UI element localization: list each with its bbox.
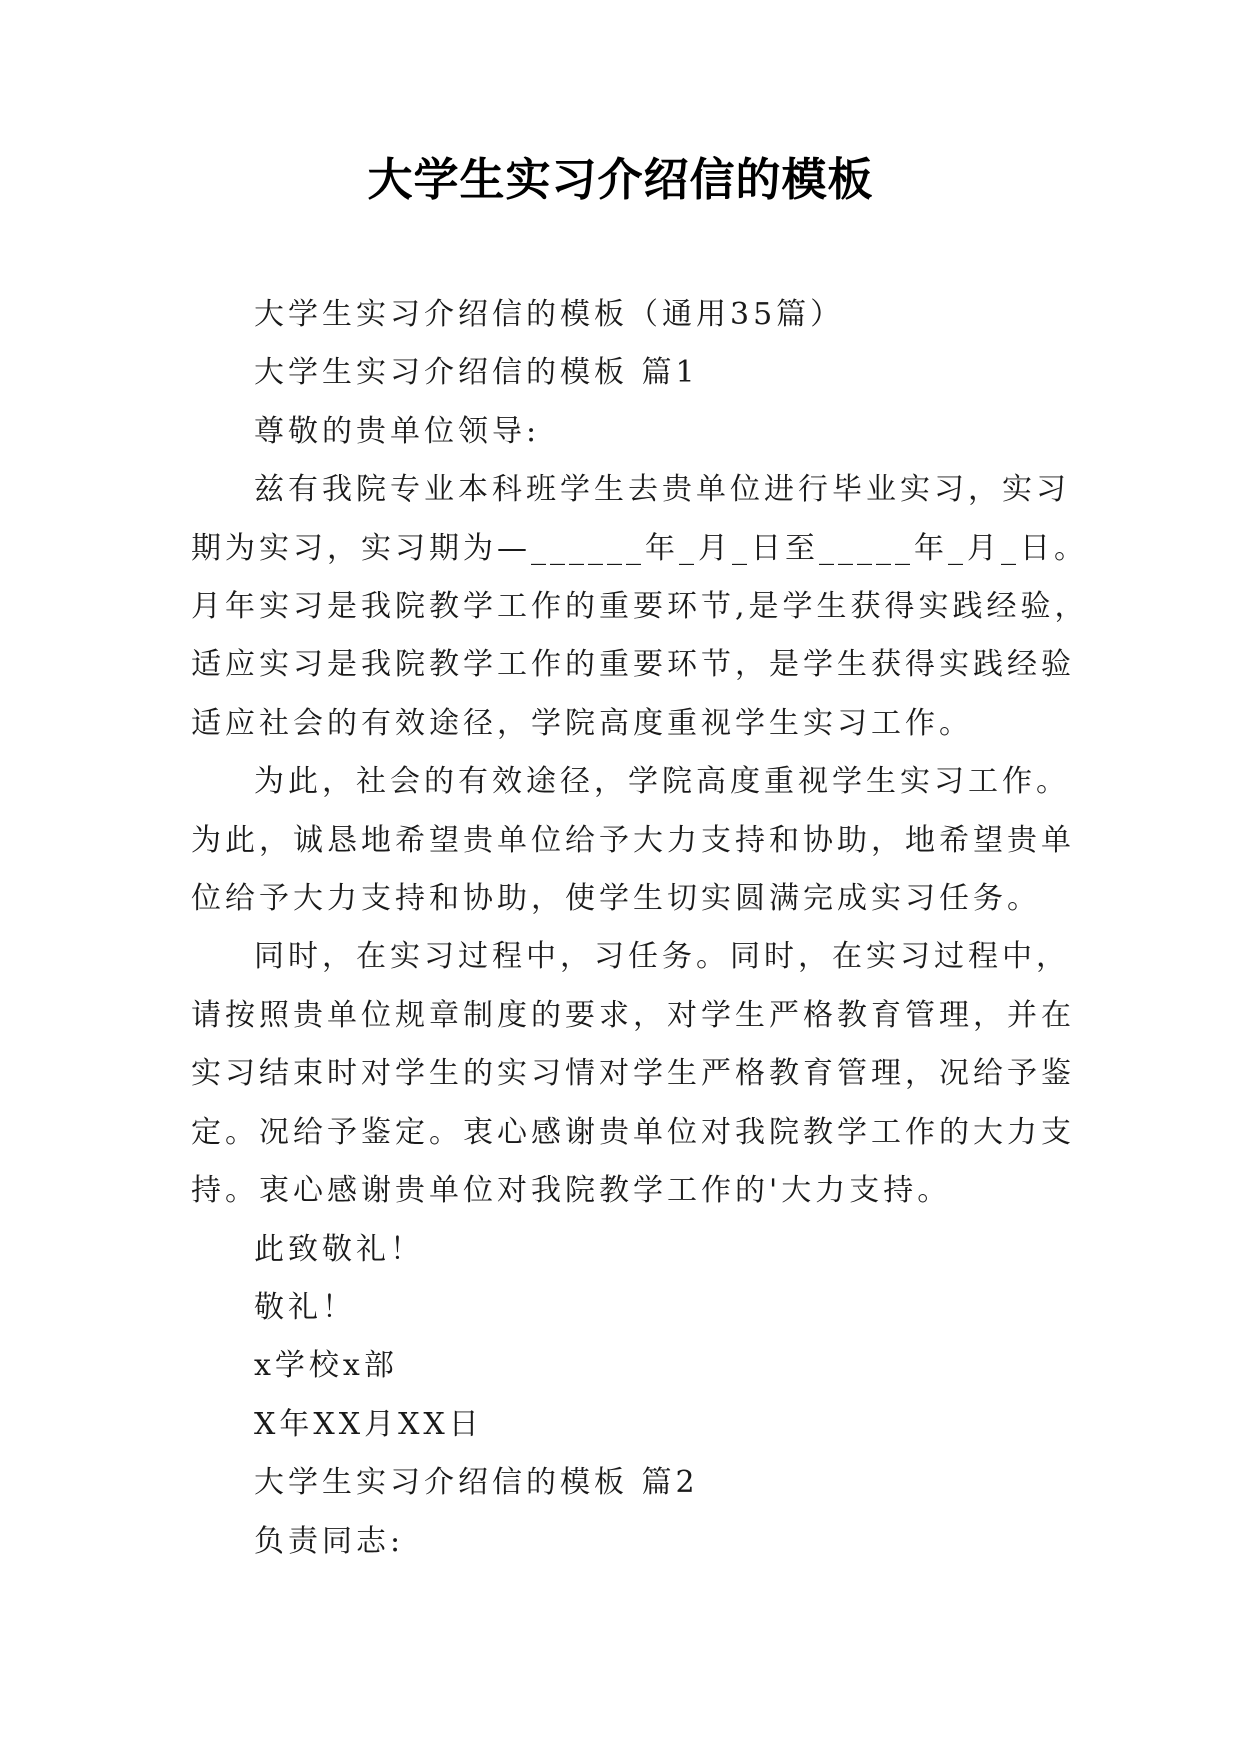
signature: x学校x部: [254, 1348, 398, 1384]
paragraph-2-line: 为此，诚恳地希望贵单位给予大力支持和协助，地希望贵单: [191, 822, 1075, 858]
paragraph-1-line: 适应社会的有效途径，学院高度重视学生实习工作。: [191, 705, 973, 741]
paragraph-1-line: 期为实习，实习期为—______年_月_日至_____年_月_日。: [191, 530, 1088, 566]
paragraph-1: [191, 461, 1089, 753]
section-heading-2: 大学生实习介绍信的模板 篇2: [254, 1465, 699, 1501]
section-heading-1: 大学生实习介绍信的模板 篇1: [254, 355, 699, 391]
paragraph-3-line: 定。况给予鉴定。衷心感谢贵单位对我院教学工作的大力支: [191, 1114, 1075, 1150]
date: X年XX月XX日: [254, 1406, 483, 1442]
paragraph-3-line: 实习结束时对学生的实习情对学生严格教育管理，况给予鉴: [191, 1056, 1075, 1092]
document-title: 大学生实习介绍信的模板: [367, 153, 874, 206]
paragraph-3: [191, 928, 1075, 1220]
paragraph-1-line: 兹有我院专业本科班学生去贵单位进行毕业实习，实习: [254, 472, 1070, 508]
document-subtitle: 大学生实习介绍信的模板（通用35篇）: [254, 297, 845, 332]
paragraph-1-line: 月年实习是我院教学工作的重要环节,是学生获得实践经验，: [191, 589, 1089, 625]
closing-line-2: 敬礼！: [254, 1289, 356, 1325]
paragraph-3-line: 持。衷心感谢贵单位对我院教学工作的'大力支持。: [191, 1173, 952, 1209]
closing-line-1: 此致敬礼！: [254, 1231, 424, 1267]
document-body: [191, 286, 1089, 1571]
paragraph-2: [191, 753, 1075, 928]
paragraph-2-line: 位给予大力支持和协助，使学生切实圆满完成实习任务。: [191, 881, 1041, 917]
paragraph-3-line: 同时，在实习过程中，习任务。同时，在实习过程中，: [254, 939, 1070, 975]
paragraph-3-line: 请按照贵单位规章制度的要求，对学生严格教育管理，并在: [191, 997, 1075, 1033]
salutation-1: 尊敬的贵单位领导:: [254, 413, 541, 449]
paragraph-1-line: 适应实习是我院教学工作的重要环节，是学生获得实践经验: [191, 647, 1075, 683]
paragraph-2-line: 为此，社会的有效途径，学院高度重视学生实习工作。: [254, 764, 1070, 800]
salutation-2: 负责同志:: [254, 1523, 405, 1559]
